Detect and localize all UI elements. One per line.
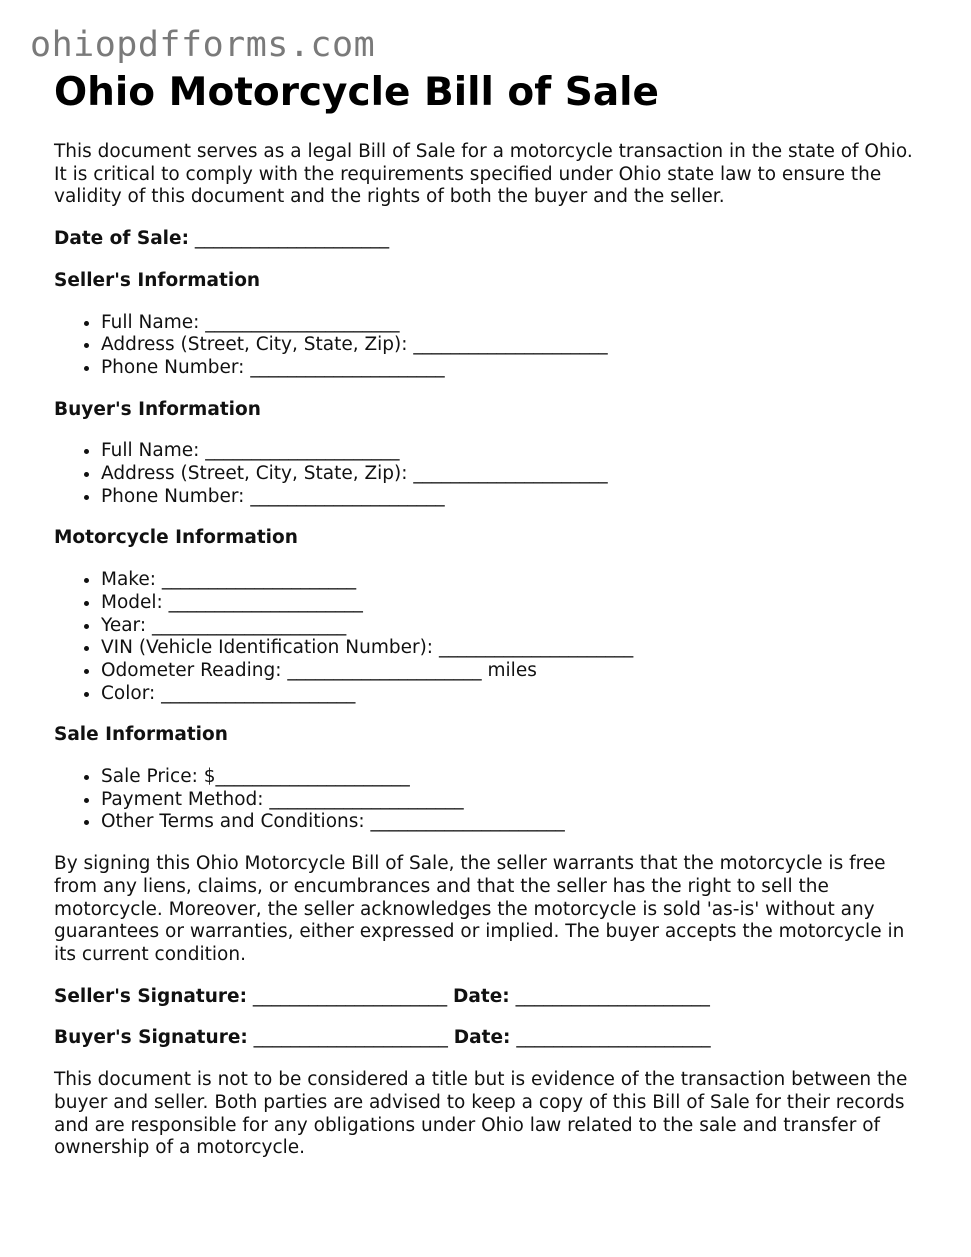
seller-signature-blank: _____________________: [252, 985, 448, 1007]
seller-address-blank: _____________________: [413, 334, 608, 356]
make-blank: _____________________: [161, 569, 357, 591]
date-of-sale-blank: _____________________: [194, 228, 390, 250]
list-item: [101, 660, 914, 683]
vin-label: VIN (Vehicle Identification Number):: [101, 637, 434, 659]
list-item: [101, 440, 914, 463]
year-label: Year:: [101, 614, 147, 636]
buyer-date-label: Date:: [453, 1027, 511, 1049]
other-terms-label: Other Terms and Conditions:: [101, 811, 365, 833]
seller-full-name-blank: _____________________: [205, 311, 400, 333]
buyer-full-name-label: Full Name:: [101, 440, 200, 462]
buyer-date-blank: _____________________: [516, 1027, 711, 1049]
color-label: Color:: [101, 682, 156, 704]
warranty-paragraph: By signing this Ohio Motorcycle Bill of Sale, the seller warrants that the motorcycle is free from any liens, claims, or encumbrances and that the seller has the right to sell the motorcycle. Moreover, the seller acknowledges the motorcycle is sold 'as-is' without any guarantees or warranties, either expressed or implied. The buyer accepts the motorcycle in its current condition.: [54, 853, 905, 965]
odometer-label: Odometer Reading:: [101, 659, 282, 681]
list-item: [101, 789, 914, 812]
odometer-blank: _____________________: [287, 659, 482, 681]
list-item: [101, 683, 914, 706]
list-item: [101, 357, 914, 380]
buyer-address-label: Address (Street, City, State, Zip):: [101, 463, 408, 485]
make-label: Make:: [101, 569, 156, 591]
sale-section-heading: Sale Information: [54, 724, 228, 746]
seller-phone-label: Phone Number:: [101, 356, 245, 378]
sale-price-blank: _____________________: [215, 766, 410, 788]
list-item: [101, 463, 914, 486]
watermark: ohiopdfforms.com: [30, 25, 376, 65]
list-item: [101, 615, 914, 638]
date-of-sale-field: [54, 228, 914, 251]
list-item: [101, 334, 914, 357]
list-item: [101, 811, 914, 834]
seller-phone-blank: _____________________: [250, 356, 445, 378]
seller-full-name-label: Full Name:: [101, 311, 200, 333]
sale-info-list: [54, 766, 914, 834]
payment-method-label: Payment Method:: [101, 788, 264, 810]
seller-signature-line: [54, 986, 914, 1009]
list-item: [101, 766, 914, 789]
seller-address-label: Address (Street, City, State, Zip):: [101, 334, 408, 356]
buyer-address-blank: _____________________: [413, 463, 608, 485]
list-item: [101, 592, 914, 615]
seller-date-label: Date:: [453, 985, 510, 1007]
seller-info-list: [54, 312, 914, 380]
seller-signature-label: Seller's Signature:: [54, 985, 247, 1007]
buyer-signature-label: Buyer's Signature:: [54, 1027, 248, 1049]
buyer-full-name-blank: _____________________: [205, 440, 400, 462]
buyer-section-heading: Buyer's Information: [54, 398, 261, 420]
list-item: [101, 569, 914, 592]
buyer-signature-line: [54, 1027, 914, 1050]
odometer-unit: miles: [487, 659, 537, 681]
seller-section-heading: Seller's Information: [54, 269, 261, 291]
list-item: [101, 637, 914, 660]
motorcycle-info-list: [54, 569, 914, 705]
other-terms-blank: _____________________: [370, 811, 565, 833]
closing-paragraph: This document is not to be considered a title but is evidence of the transaction between the buyer and seller. Both parties are advised to keep a copy of this Bill of Sale for their records and are responsible for any obligations under Ohio law related to the sale and transfer of ownership of a motorcycle.: [54, 1069, 908, 1159]
list-item: [101, 312, 914, 335]
buyer-phone-blank: _____________________: [250, 485, 445, 507]
vin-blank: _____________________: [438, 637, 634, 659]
document: [54, 70, 914, 1160]
list-item: [101, 486, 914, 509]
sale-price-label: Sale Price: $: [101, 766, 216, 788]
year-blank: _____________________: [151, 614, 347, 636]
buyer-info-list: [54, 440, 914, 508]
model-blank: _____________________: [168, 591, 363, 613]
model-label: Model:: [101, 591, 163, 613]
seller-date-blank: _____________________: [515, 985, 710, 1007]
buyer-phone-label: Phone Number:: [101, 485, 245, 507]
intro-paragraph: This document serves as a legal Bill of Sale for a motorcycle transaction in the state of Ohio. It is critical to comply with the requirements specified under Ohio state law to ensure the validity of this document and the rights of both the buyer and the seller.: [54, 141, 913, 208]
payment-method-blank: _____________________: [269, 788, 464, 810]
page-title: Ohio Motorcycle Bill of Sale: [54, 70, 659, 115]
motorcycle-section-heading: Motorcycle Information: [54, 527, 298, 549]
buyer-signature-blank: _____________________: [253, 1027, 448, 1049]
date-of-sale-label: Date of Sale:: [54, 228, 189, 250]
color-blank: _____________________: [161, 682, 356, 704]
